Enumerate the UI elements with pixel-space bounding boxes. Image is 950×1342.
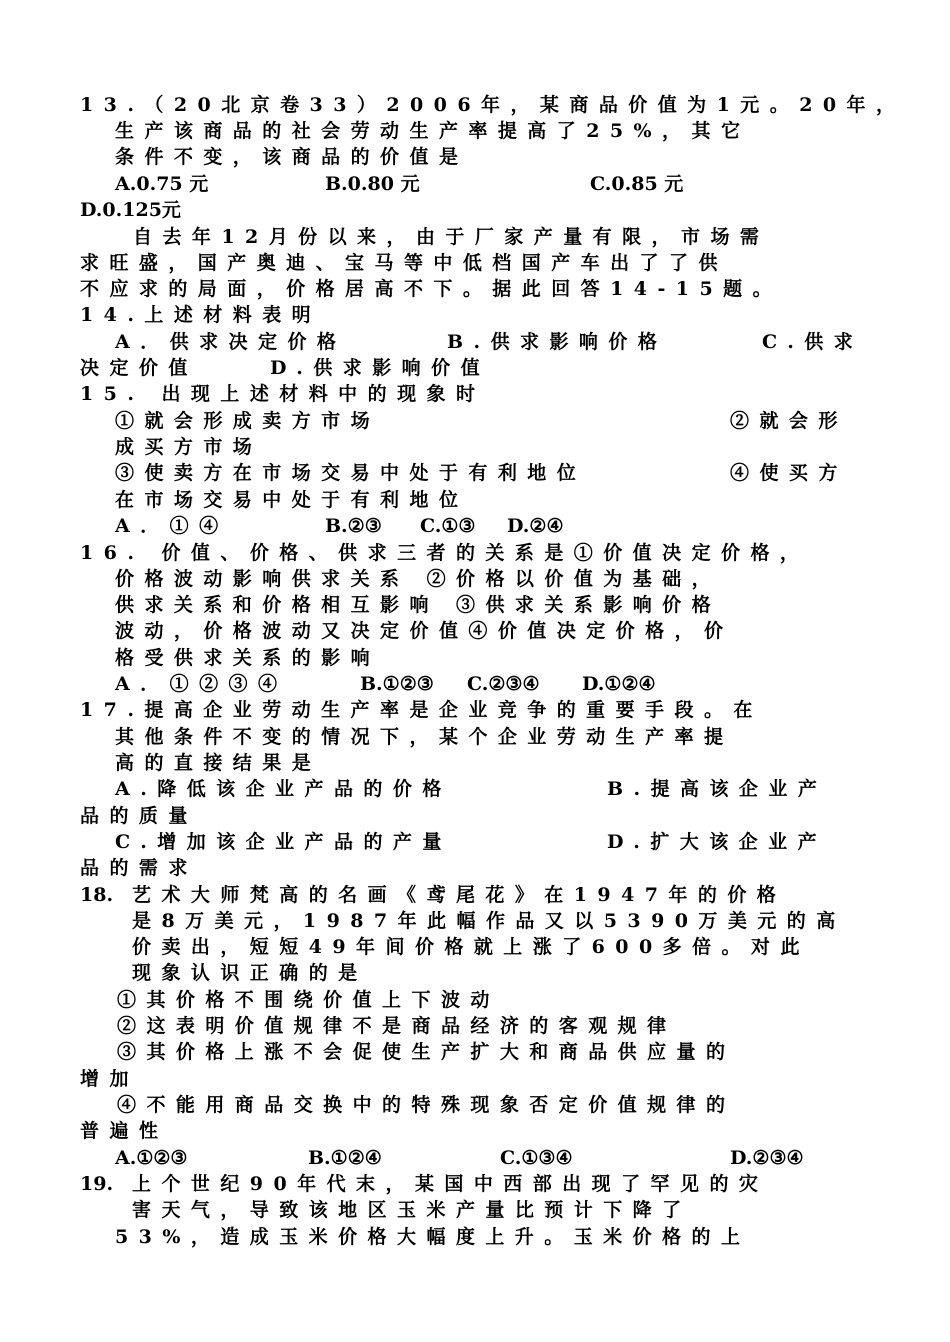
q18-line-3: 价卖出，短短49年间价格就上涨了600多倍。对此 <box>132 936 810 958</box>
q14-options-row-2 <box>80 355 880 381</box>
q14-stem: 14.上述材料表明 <box>80 304 322 326</box>
q16-line-3: 供求关系和价格相互影响 ③供求关系影响价格 <box>115 594 722 616</box>
q17-line-3: 高的直接结果是 <box>115 752 322 774</box>
q16-line-4: 波动，价格波动又决定价值④价值决定价格，价 <box>115 620 734 642</box>
q18-option-b: B.①②④ <box>308 1147 382 1169</box>
q16-option-d: D.①②④ <box>582 673 656 695</box>
q13-option-a: A.0.75 元 <box>115 173 209 195</box>
q18-statement-2: ②这表明价值规律不是商品经济的客观规律 <box>117 1015 677 1037</box>
q13-line-1: 13.（20北京卷33）2006年，某商品价值为1元。20年， <box>80 94 906 116</box>
q17-option-b-cont: 品的质量 <box>80 805 198 827</box>
q18-line-2: 是8万美元，1987年此幅作品又以5390万美元的高 <box>132 910 846 932</box>
q15-stem: 15. 出现上述材料中的现象时 <box>80 383 486 405</box>
q13-line-2: 生产该商品的社会劳动生产率提高了25%，其它 <box>115 120 751 142</box>
q18-number: 18. <box>80 884 114 906</box>
q15-statement-4: ④使买方 <box>730 462 848 484</box>
q18-statement-3-cont: 增加 <box>80 1068 139 1090</box>
q13-option-b: B.0.80 元 <box>325 173 420 195</box>
material-line-1: 自去年12月份以来，由于厂家产量有限，市场需 <box>133 226 770 248</box>
q18-options-row <box>115 1145 880 1171</box>
q15-option-d: D.②④ <box>507 515 564 537</box>
q15-option-b: B.②③ <box>325 515 382 537</box>
q14-option-c: C.供求 <box>762 331 864 353</box>
q19-line-3: 53%，造成玉米价格大幅度上升。玉米价格的上 <box>115 1226 751 1248</box>
q18-statement-4-cont: 普遍性 <box>80 1120 169 1142</box>
q16-line-2: 价格波动影响供求关系 ②价格以价值为基础， <box>115 568 722 590</box>
q17-options-row-2 <box>115 829 880 855</box>
q14-option-c-cont: 决定价值 <box>80 357 198 379</box>
q14-option-b: B.供求影响价格 <box>447 331 668 353</box>
q17-line-1: 17.提高企业劳动生产率是企业竞争的重要手段。在 <box>80 699 763 721</box>
q18-statement-1: ①其价格不围绕价值上下波动 <box>117 989 500 1011</box>
q18-option-a: A.①②③ <box>115 1147 188 1169</box>
q19-number: 19. <box>80 1173 114 1195</box>
q17-options-row-1 <box>115 776 880 802</box>
q19-line-1-row <box>80 1171 880 1197</box>
q16-option-a: A．①②③④ <box>115 673 288 695</box>
q17-option-d: D.扩大该企业产 <box>607 831 828 853</box>
q14-option-a: A．供求决定价格 <box>115 331 347 353</box>
q19-line-2: 害天气，导致该地区玉米产量比预计下降了 <box>132 1199 692 1221</box>
q17-option-b: B.提高该企业产 <box>607 778 828 800</box>
material-line-3: 不应求的局面，价格居高不下。据此回答14-15题。 <box>80 278 783 300</box>
q17-option-c: C.增加该企业产品的产量 <box>115 831 452 853</box>
q18-option-c: C.①③④ <box>500 1147 573 1169</box>
q17-option-d-cont: 品的需求 <box>80 857 198 879</box>
q16-option-c: C.②③④ <box>467 673 540 695</box>
q13-options-row <box>80 171 880 197</box>
q15-option-c: C.①③ <box>420 515 476 537</box>
q16-option-b: B.①②③ <box>360 673 434 695</box>
q19-line-1: 上个世纪90年代末，某国中西部出现了罕见的灾 <box>132 1173 769 1195</box>
q13-option-d: D.0.125元 <box>80 199 181 221</box>
q15-option-a: A．①④ <box>115 515 229 537</box>
material-line-2: 求旺盛，国产奥迪、宝马等中低档国产车出了了供 <box>80 252 728 274</box>
q15-statements-row-2 <box>115 460 880 486</box>
q18-option-d: D.②③④ <box>730 1147 804 1169</box>
q16-line-5: 格受供求关系的影响 <box>115 647 381 669</box>
q15-statement-2: ②就会形 <box>730 410 848 432</box>
q13-line-3: 条件不变，该商品的价值是 <box>115 146 469 168</box>
q16-line-1: 16. 价值、价格、供求三者的关系是①价值决定价格， <box>80 542 810 564</box>
q18-statement-3: ③其价格上涨不会促使生产扩大和商品供应量的 <box>117 1041 736 1063</box>
q16-options-row <box>115 671 880 697</box>
q18-line-1: 艺术大师梵高的名画《鸢尾花》在1947年的价格 <box>132 884 787 906</box>
q15-options-row <box>115 513 880 539</box>
q14-option-d: D.供求影响价值 <box>270 357 491 379</box>
q15-statement-4-cont: 在市场交易中处于有利地位 <box>115 489 469 511</box>
q13-option-c: C.0.85 元 <box>590 173 684 195</box>
q17-line-2: 其他条件不变的情况下，某个企业劳动生产率提 <box>115 726 734 748</box>
q14-options-row <box>80 329 880 355</box>
q18-line-4: 现象认识正确的是 <box>132 962 368 984</box>
q15-statement-3: ③使卖方在市场交易中处于有利地位 <box>115 462 587 484</box>
q15-statement-2-cont: 成买方市场 <box>115 436 263 458</box>
q15-statements-row-1 <box>115 408 880 434</box>
q15-statement-1: ①就会形成卖方市场 <box>115 410 381 432</box>
q18-statement-4: ④不能用商品交换中的特殊现象否定价值规律的 <box>117 1094 736 1116</box>
q17-option-a: A.降低该企业产品的价格 <box>115 778 452 800</box>
q18-line-1-row <box>80 882 880 908</box>
